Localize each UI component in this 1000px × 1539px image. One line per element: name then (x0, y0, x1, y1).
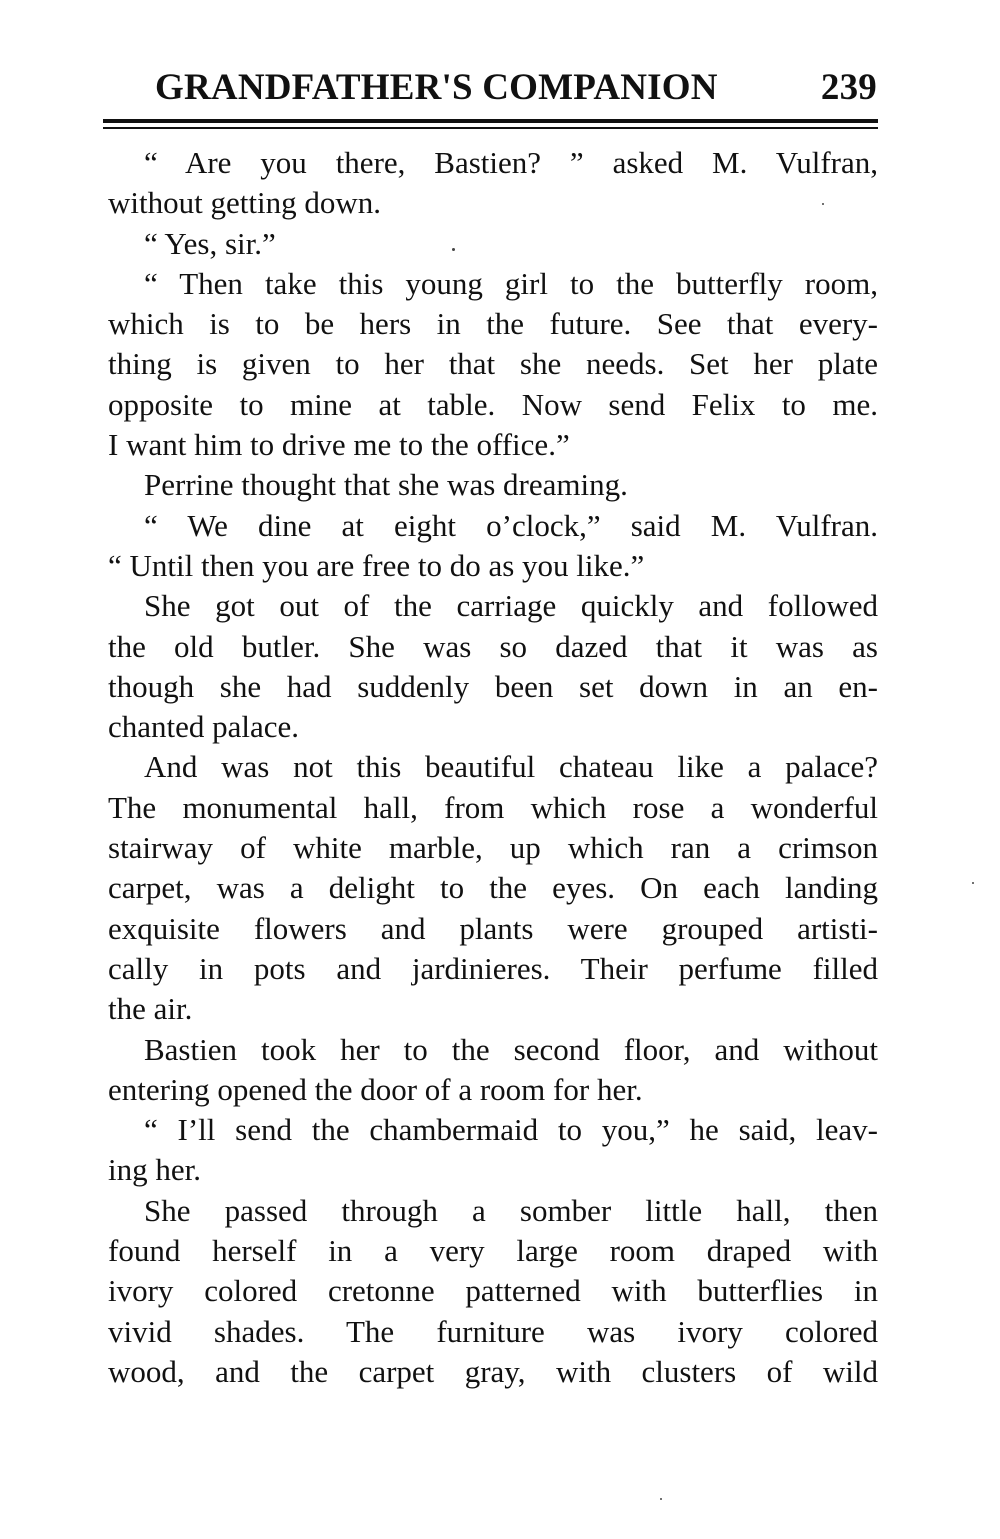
text-line: “ Yes, sir.” (144, 225, 276, 261)
print-speck (660, 1498, 662, 1500)
text-line: though she had suddenly been set down in an en- (108, 668, 878, 704)
text-line: carpet, was a delight to the eyes. On each landing (108, 870, 878, 906)
text-line: wood, and the carpet gray, with clusters of wild (108, 1353, 878, 1389)
text-line: Bastien took her to the second floor, and without (144, 1031, 878, 1067)
text-line: Perrine thought that she was dreaming. (144, 467, 628, 503)
print-speck (822, 203, 824, 205)
text-line: “ Then take this young girl to the butterfly room, (144, 265, 878, 301)
text-line: “ Are you there, Bastien? ” asked M. Vulfran, (144, 145, 878, 180)
text-line: vivid shades. The furniture was ivory colored (108, 1313, 878, 1349)
text-line: She passed through a somber little hall, then (144, 1192, 878, 1228)
text-line: thing is given to her that she needs. Set her plate (108, 346, 878, 382)
text-line: “ Until then you are free to do as you like.” (108, 547, 645, 583)
header-rule-thin (103, 127, 878, 129)
running-head-title: GRANDFATHER'S COMPANION (155, 67, 718, 108)
body-text (108, 143, 878, 1392)
print-speck (452, 248, 455, 251)
text-line: the air. (108, 991, 193, 1027)
text-line: opposite to mine at table. Now send Felix to me. (108, 386, 878, 422)
text-line: found herself in a very large room draped with (108, 1233, 878, 1269)
text-line: the old butler. She was so dazed that it was as (108, 628, 878, 664)
text-line: entering opened the door of a room for her. (108, 1071, 643, 1107)
text-line: stairway of white marble, up which ran a crimson (108, 830, 878, 866)
text-line: ing her. (108, 1152, 201, 1188)
running-head (105, 66, 877, 116)
page-number: 239 (820, 67, 877, 108)
text-line: “ We dine at eight o’clock,” said M. Vulfran. (144, 507, 878, 543)
text-line: which is to be hers in the future. See that every- (108, 306, 878, 342)
text-line: exquisite flowers and plants were grouped artisti- (108, 910, 878, 946)
text-line: cally in pots and jardinieres. Their perfume filled (108, 950, 878, 986)
text-line: “ I’ll send the chambermaid to you,” he said, leav- (144, 1112, 878, 1148)
header-rule-thick (103, 119, 878, 123)
text-line: She got out of the carriage quickly and followed (144, 588, 878, 624)
text-line: And was not this beautiful chateau like a palace? (144, 749, 878, 785)
text-line: chanted palace. (108, 709, 300, 745)
text-line: without getting down. (108, 185, 381, 221)
print-speck (972, 882, 974, 884)
text-line: I want him to drive me to the office.” (108, 427, 570, 463)
text-line: ivory colored cretonne patterned with butterflies in (108, 1273, 878, 1309)
text-line: The monumental hall, from which rose a wonderful (108, 789, 878, 825)
